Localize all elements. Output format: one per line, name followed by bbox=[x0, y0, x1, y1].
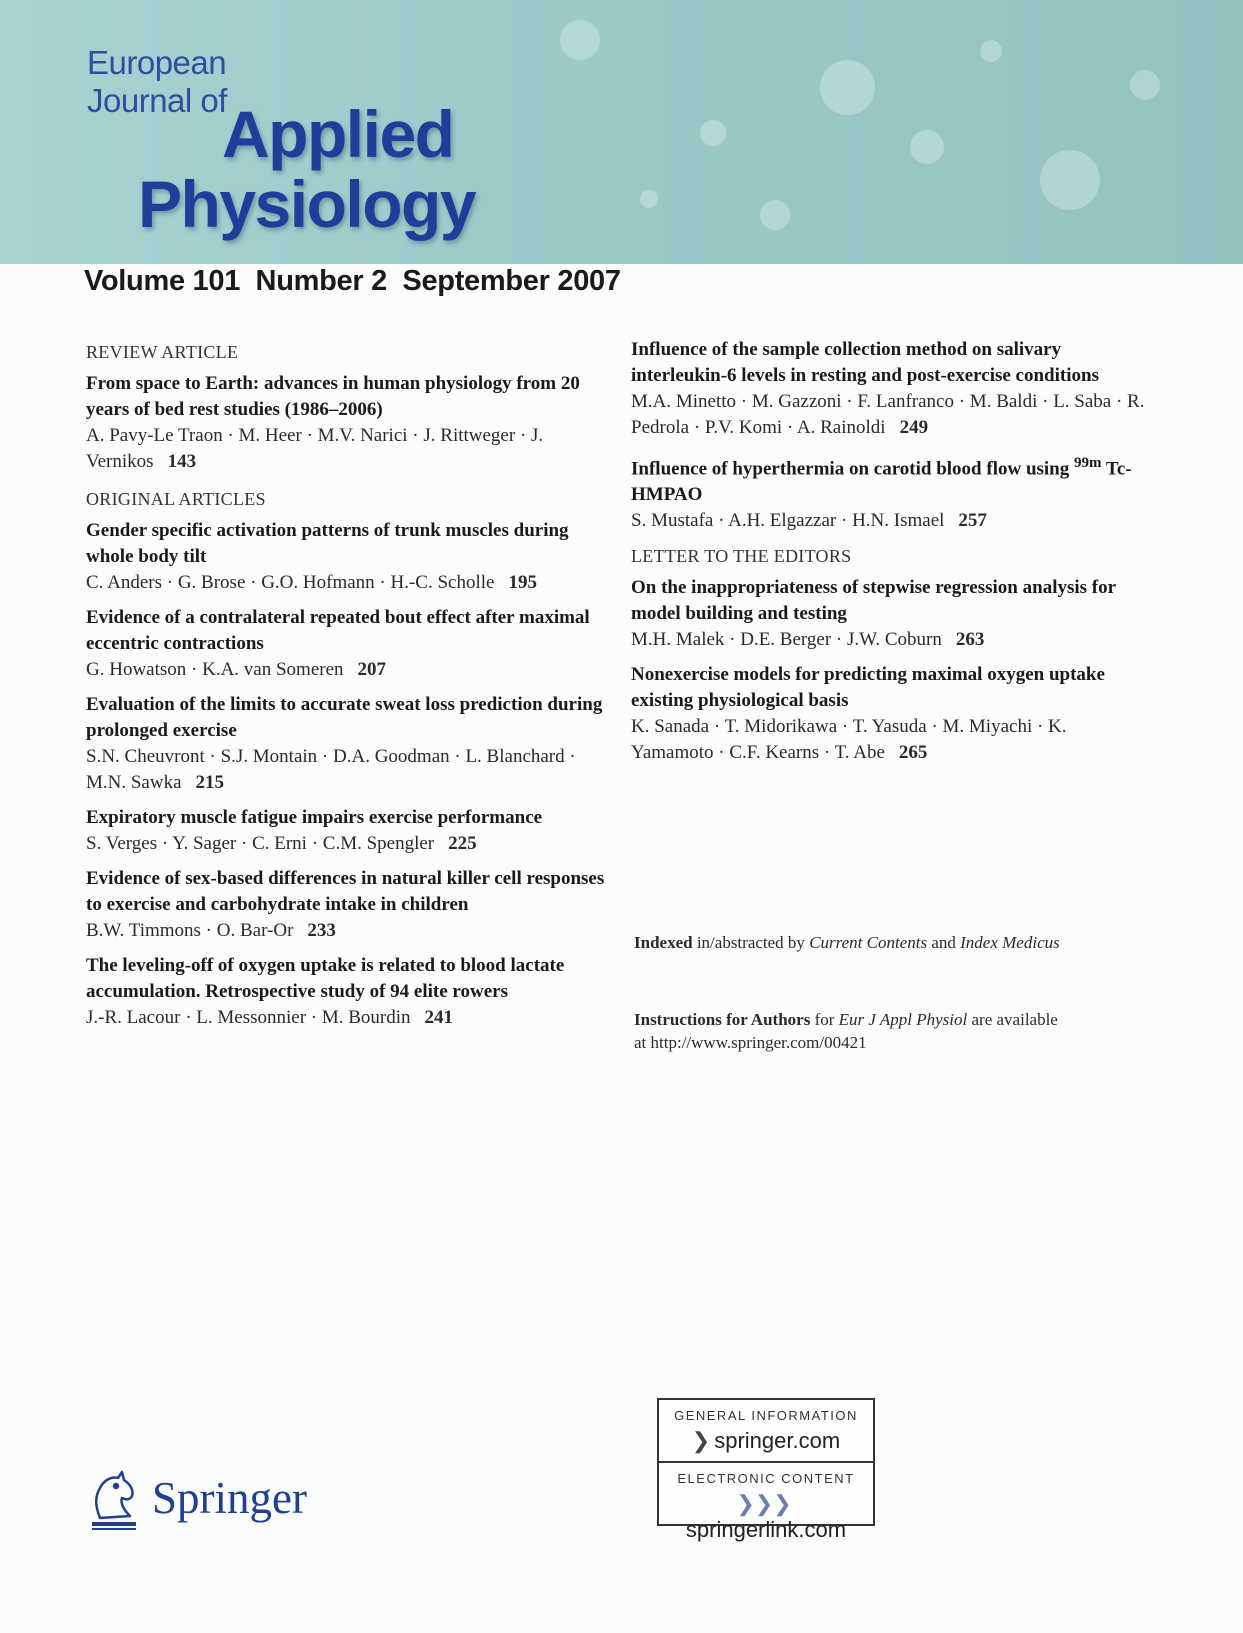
section-review-heading: REVIEW ARTICLE bbox=[86, 342, 239, 362]
authors-text: A. Pavy-Le Traon · M. Heer · M.V. Narici · J. Rittweger · J. Vernikos bbox=[86, 425, 544, 472]
cover-banner bbox=[0, 0, 1243, 264]
note-text: for bbox=[810, 1010, 839, 1029]
article-authors bbox=[631, 627, 1151, 653]
triple-chevron-icon: ❯❯❯ bbox=[736, 1491, 792, 1516]
authors-text: M.H. Malek · D.E. Berger · J.W. Coburn bbox=[631, 629, 942, 651]
note-italic: Current Contents bbox=[809, 933, 928, 952]
article-title-superscript: 99m bbox=[1074, 455, 1102, 471]
article-title[interactable]: Evaluation of the limits to accurate sweat loss prediction during prolonged exercise bbox=[86, 694, 603, 741]
original-continued-list bbox=[631, 337, 1151, 441]
general-information-box[interactable] bbox=[659, 1400, 873, 1463]
article-authors bbox=[86, 918, 606, 944]
article-title bbox=[631, 450, 1151, 508]
article-title[interactable]: Expiratory muscle fatigue impairs exercise performance bbox=[86, 807, 543, 828]
review-list bbox=[86, 371, 606, 475]
article-title[interactable]: Gender specific activation patterns of trunk muscles during whole body tilt bbox=[86, 520, 569, 567]
journal-title-small bbox=[87, 44, 227, 120]
instructions-note bbox=[634, 1008, 1134, 1054]
toc-article bbox=[86, 692, 606, 796]
authors-text: J.-R. Lacour · L. Messonnier · M. Bourdin bbox=[86, 1007, 411, 1028]
toc-article bbox=[631, 575, 1151, 653]
authors-text: M.A. Minetto · M. Gazzoni · F. Lanfranco · M. Baldi · L. Saba · R. Pedrola · P.V. Komi · A. Rainoldi bbox=[631, 391, 1145, 438]
note-text: are available bbox=[967, 1010, 1058, 1029]
article-authors bbox=[86, 744, 606, 796]
springer-wordmark: Springer bbox=[152, 1473, 307, 1523]
page-number: 225 bbox=[448, 833, 477, 854]
article-title[interactable]: Evidence of sex-based differences in natural killer cell responses to exercise and carbohydrate intake in children bbox=[86, 868, 605, 915]
page-number: 265 bbox=[898, 742, 928, 764]
article-title[interactable]: On the inappropriateness of stepwise regression analysis for model building and testing bbox=[631, 577, 1116, 625]
page-number: 207 bbox=[357, 659, 387, 680]
note-italic: Eur J Appl Physiol bbox=[838, 1010, 968, 1029]
issue-line: Volume 101 Number 2 September 2007 bbox=[84, 265, 621, 297]
note-italic: Index Medicus bbox=[960, 933, 1060, 952]
note-text: and bbox=[927, 933, 961, 952]
article-authors bbox=[631, 389, 1151, 441]
authors-text: B.W. Timmons · O. Bar-Or bbox=[86, 920, 294, 941]
authors-text: S. Verges · Y. Sager · C. Erni · C.M. Spengler bbox=[86, 833, 435, 854]
section-original-heading: ORIGINAL ARTICLES bbox=[86, 489, 266, 509]
general-information-link[interactable] bbox=[659, 1428, 873, 1454]
toc-article bbox=[631, 337, 1151, 441]
article-authors bbox=[86, 1005, 606, 1031]
instructions-url[interactable]: at http://www.springer.com/00421 bbox=[634, 1033, 867, 1052]
journal-line-applied: Applied bbox=[222, 97, 454, 171]
note-bold: Indexed bbox=[634, 933, 693, 952]
article-authors bbox=[86, 831, 606, 857]
toc-article bbox=[86, 953, 606, 1031]
article-title-part: Influence of hyperthermia on carotid blood flow using bbox=[631, 458, 1075, 480]
chevron-right-icon: ❯ bbox=[691, 1428, 711, 1453]
page-number: 233 bbox=[307, 920, 336, 941]
page-number: 215 bbox=[195, 772, 225, 793]
springer-logo bbox=[86, 1470, 307, 1537]
article-title-part: Tc-HMPAO bbox=[631, 458, 1132, 506]
section-letters-heading: LETTER TO THE EDITORS bbox=[631, 546, 852, 567]
journal-line-european: European bbox=[87, 44, 227, 81]
toc-left-column bbox=[86, 342, 606, 1040]
authors-text: S.N. Cheuvront · S.J. Montain · D.A. Goodman · L. Blanchard · M.N. Sawka bbox=[86, 746, 576, 793]
page-number: 241 bbox=[424, 1007, 454, 1028]
article-authors bbox=[86, 657, 606, 683]
info-box bbox=[657, 1398, 875, 1542]
page-number: 249 bbox=[899, 417, 929, 438]
authors-text: C. Anders · G. Brose · G.O. Hofmann · H.-C. Scholle bbox=[86, 572, 495, 593]
article-title[interactable]: Evidence of a contralateral repeated bout effect after maximal eccentric contractions bbox=[86, 607, 590, 654]
springer-horse-icon bbox=[86, 1470, 142, 1532]
electronic-content-box[interactable] bbox=[659, 1463, 873, 1542]
letters-list bbox=[631, 575, 1151, 766]
article-authors bbox=[86, 570, 606, 596]
note-text: in/abstracted by bbox=[692, 933, 810, 952]
original-list bbox=[86, 518, 606, 1031]
journal-line-physiology: Physiology bbox=[138, 167, 476, 241]
electronic-content-label: ELECTRONIC CONTENT bbox=[677, 1471, 855, 1486]
article-title[interactable]: The leveling-off of oxygen uptake is related to blood lactate accumulation. Retrospective study of 94 elite rowers bbox=[86, 955, 565, 1002]
article-authors bbox=[86, 423, 606, 475]
toc-right-column bbox=[631, 337, 1151, 775]
toc-article bbox=[86, 805, 606, 857]
page-number: 257 bbox=[958, 510, 987, 532]
article-title[interactable]: From space to Earth: advances in human physiology from 20 years of bed rest studies (1986–2006) bbox=[86, 373, 580, 420]
toc-article bbox=[86, 605, 606, 683]
toc-article bbox=[86, 371, 606, 475]
journal-line-journal-of: Journal of bbox=[87, 82, 227, 119]
page-number: 263 bbox=[955, 629, 985, 651]
article-title[interactable]: Influence of the sample collection method on salivary interleukin-6 levels in resting and post-exercise conditions bbox=[631, 339, 1099, 386]
toc-article bbox=[86, 518, 606, 596]
springerlink-url[interactable]: springerlink.com bbox=[685, 1517, 847, 1542]
note-bold: Instructions for Authors bbox=[634, 1010, 811, 1029]
article-title[interactable]: Nonexercise models for predicting maximal oxygen uptake existing physiological basis bbox=[631, 664, 1105, 712]
toc-article bbox=[631, 662, 1151, 766]
authors-text: G. Howatson · K.A. van Someren bbox=[86, 659, 344, 680]
page-number: 143 bbox=[167, 451, 197, 472]
toc-article bbox=[631, 450, 1151, 534]
article-authors bbox=[631, 714, 1151, 766]
authors-text: K. Sanada · T. Midorikawa · T. Yasuda · M. Miyachi · K. Yamamoto · C.F. Kearns · T. Abe bbox=[631, 716, 1067, 764]
general-information-label: GENERAL INFORMATION bbox=[674, 1408, 858, 1423]
authors-text: S. Mustafa · A.H. Elgazzar · H.N. Ismael bbox=[631, 510, 945, 532]
electronic-content-link[interactable] bbox=[659, 1491, 873, 1543]
article-authors bbox=[631, 508, 1151, 534]
springer-url[interactable]: springer.com bbox=[714, 1428, 841, 1453]
indexed-note bbox=[634, 931, 1134, 954]
toc-article bbox=[86, 866, 606, 944]
page-number: 195 bbox=[508, 572, 537, 593]
